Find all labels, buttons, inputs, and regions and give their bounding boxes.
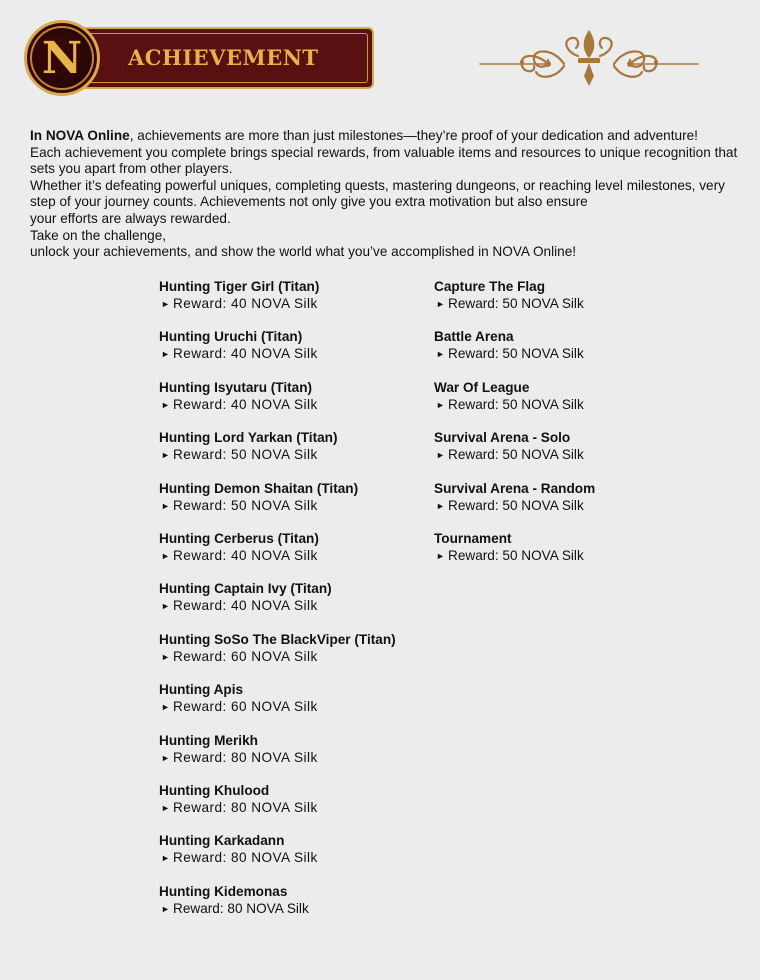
intro-line-5: Take on the challenge, bbox=[30, 227, 167, 243]
achievement-name: Hunting Captain Ivy (Titan) bbox=[159, 581, 332, 597]
achievement-reward bbox=[159, 698, 396, 716]
reward-text: Reward: 50 NOVA Silk bbox=[448, 396, 584, 412]
achievement-banner bbox=[24, 20, 376, 96]
achievement-reward bbox=[434, 396, 595, 414]
intro-game-name: In NOVA Online bbox=[30, 128, 130, 143]
bullet-arrow-icon: ► bbox=[161, 299, 171, 309]
bullet-arrow-icon: ► bbox=[161, 601, 171, 612]
achievement-name: Tournament bbox=[434, 530, 512, 546]
bullet-arrow-icon: ► bbox=[436, 299, 445, 309]
achievement-item bbox=[434, 430, 595, 480]
intro-line-3: Whether it’s defeating powerful uniques, completing quests, mastering dungeons, or reaching level milestones, very step of your journey counts. Achievements not only give you extra motivation but also ensure bbox=[30, 177, 725, 210]
achievement-item bbox=[159, 783, 396, 833]
achievement-item bbox=[159, 632, 396, 682]
achievement-item bbox=[434, 380, 595, 430]
reward-text: Reward: 40 NOVA Silk bbox=[173, 396, 318, 412]
achievement-reward bbox=[159, 547, 396, 565]
achievement-item bbox=[159, 682, 396, 732]
achievement-item bbox=[434, 481, 595, 531]
achievement-name: Hunting Lord Yarkan (Titan) bbox=[159, 430, 338, 446]
achievement-item bbox=[159, 329, 396, 379]
fleur-de-lis-ornament-icon bbox=[478, 26, 700, 90]
achievement-name: Hunting Uruchi (Titan) bbox=[159, 329, 303, 345]
achievement-item bbox=[434, 329, 595, 379]
achievement-reward bbox=[159, 345, 396, 363]
achievement-name: Hunting Khulood bbox=[159, 782, 270, 798]
achievement-reward bbox=[434, 446, 595, 464]
achievement-reward bbox=[434, 345, 595, 363]
reward-text: Reward: 60 NOVA Silk bbox=[173, 648, 318, 664]
bullet-arrow-icon: ► bbox=[161, 752, 171, 763]
reward-text: Reward: 40 NOVA Silk bbox=[173, 547, 318, 563]
page-title: ACHIEVEMENT bbox=[128, 45, 319, 70]
achievement-name: Hunting Apis bbox=[159, 682, 244, 698]
nova-logo-icon bbox=[24, 20, 100, 96]
reward-text: Reward: 40 NOVA Silk bbox=[173, 598, 318, 614]
banner-plate bbox=[66, 27, 374, 89]
bullet-arrow-icon: ► bbox=[436, 349, 445, 360]
achievement-reward bbox=[159, 396, 396, 414]
intro-paragraph bbox=[30, 128, 742, 145]
achievement-reward bbox=[434, 497, 595, 515]
intro-line-4: your efforts are always rewarded. bbox=[30, 210, 231, 226]
reward-text: Reward: 80 NOVA Silk bbox=[173, 850, 318, 866]
achievement-reward bbox=[159, 295, 396, 313]
reward-text: Reward: 50 NOVA Silk bbox=[448, 547, 584, 563]
achievement-name: Survival Arena - Random bbox=[434, 480, 596, 496]
achievement-reward bbox=[159, 648, 396, 666]
reward-text: Reward: 40 NOVA Silk bbox=[173, 346, 318, 362]
achievement-reward bbox=[159, 749, 396, 767]
achievement-name: Survival Arena - Solo bbox=[434, 430, 571, 446]
achievement-item bbox=[434, 279, 595, 329]
intro-line-6: unlock your achievements, and show the world what you’ve accomplished in NOVA Online! bbox=[30, 244, 577, 260]
achievement-name: Hunting Demon Shaitan (Titan) bbox=[159, 480, 359, 496]
bullet-arrow-icon: ► bbox=[161, 802, 171, 813]
bullet-arrow-icon: ► bbox=[436, 399, 445, 410]
achievement-name: Hunting SoSo The BlackViper (Titan) bbox=[159, 631, 396, 647]
achievement-name: Hunting Cerberus (Titan) bbox=[159, 530, 319, 546]
achievement-reward bbox=[159, 799, 396, 817]
bullet-arrow-icon: ► bbox=[161, 903, 170, 914]
reward-text: Reward: 80 NOVA Silk bbox=[173, 900, 309, 916]
reward-text: Reward: 80 NOVA Silk bbox=[173, 799, 318, 815]
bullet-arrow-icon: ► bbox=[161, 550, 171, 561]
achievement-name: Hunting Isyutaru (Titan) bbox=[159, 379, 313, 395]
achievement-list-right bbox=[434, 279, 595, 581]
achievement-item bbox=[159, 380, 396, 430]
intro-line-2: Each achievement you complete brings special rewards, from valuable items and resources to unique recognition that sets you apart from other players. bbox=[30, 144, 738, 177]
bullet-arrow-icon: ► bbox=[436, 500, 445, 511]
reward-text: Reward: 50 NOVA Silk bbox=[173, 497, 318, 513]
bullet-arrow-icon: ► bbox=[161, 399, 171, 410]
intro-text bbox=[30, 128, 742, 261]
achievement-item bbox=[434, 531, 595, 581]
achievement-reward bbox=[159, 597, 396, 615]
bullet-arrow-icon: ► bbox=[436, 450, 445, 461]
reward-text: Reward: 40 NOVA Silk bbox=[173, 296, 318, 311]
reward-text: Reward: 50 NOVA Silk bbox=[448, 296, 584, 311]
reward-text: Reward: 80 NOVA Silk bbox=[173, 749, 318, 765]
reward-text: Reward: 50 NOVA Silk bbox=[173, 447, 318, 463]
achievement-item bbox=[159, 430, 396, 480]
achievement-reward bbox=[159, 849, 396, 867]
achievement-name: Hunting Merikh bbox=[159, 732, 258, 748]
bullet-arrow-icon: ► bbox=[161, 349, 171, 360]
achievement-name: Hunting Kidemonas bbox=[159, 883, 288, 899]
bullet-arrow-icon: ► bbox=[436, 550, 445, 561]
bullet-arrow-icon: ► bbox=[161, 500, 171, 511]
achievement-reward bbox=[159, 900, 396, 918]
achievement-name: War Of League bbox=[434, 379, 530, 395]
achievement-reward bbox=[159, 497, 396, 515]
achievement-item bbox=[159, 531, 396, 581]
achievement-item bbox=[159, 884, 396, 934]
reward-text: Reward: 50 NOVA Silk bbox=[448, 497, 584, 513]
achievement-item bbox=[159, 279, 396, 329]
bullet-arrow-icon: ► bbox=[161, 853, 171, 864]
achievement-list-left bbox=[159, 279, 396, 934]
achievement-name: Hunting Karkadann bbox=[159, 833, 285, 849]
reward-text: Reward: 50 NOVA Silk bbox=[448, 447, 584, 463]
achievement-reward bbox=[159, 446, 396, 464]
bullet-arrow-icon: ► bbox=[161, 702, 171, 713]
reward-text: Reward: 50 NOVA Silk bbox=[448, 346, 584, 362]
bullet-arrow-icon: ► bbox=[161, 450, 171, 461]
intro-line-1: , achievements are more than just milestones—they’re proof of your dedication and adventure! bbox=[129, 128, 698, 143]
bullet-arrow-icon: ► bbox=[161, 651, 171, 662]
reward-text: Reward: 60 NOVA Silk bbox=[173, 699, 318, 715]
achievement-reward bbox=[434, 547, 595, 565]
achievement-name: Capture The Flag bbox=[434, 279, 546, 294]
achievement-item bbox=[159, 733, 396, 783]
achievement-name: Hunting Tiger Girl (Titan) bbox=[159, 279, 320, 294]
achievement-item bbox=[159, 833, 396, 883]
logo-letter: N bbox=[41, 33, 83, 84]
achievement-item bbox=[159, 481, 396, 531]
achievement-name: Battle Arena bbox=[434, 329, 514, 345]
achievement-reward bbox=[434, 295, 595, 313]
achievement-item bbox=[159, 581, 396, 631]
